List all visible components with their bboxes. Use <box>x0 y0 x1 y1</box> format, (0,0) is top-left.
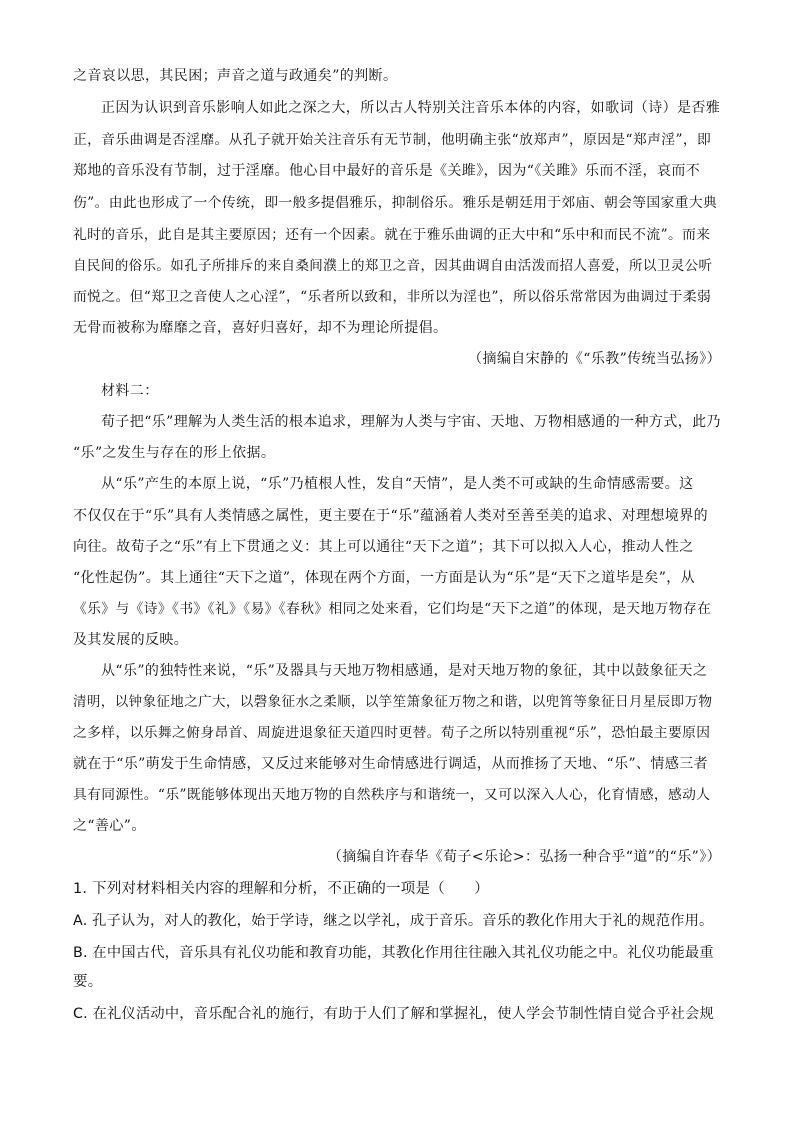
question-stem: 1. 下列对材料相关内容的理解和分析，不正确的一项是（ ） <box>73 881 489 897</box>
text-line: 清明，以钟象征地之广大，以磬象征水之柔顺，以竽笙箫象征万物之和谐，以兜筲等象征日月星辰即万物 <box>73 694 713 710</box>
text-line: 正，音乐曲调是否淫靡。从孔子就开始关注音乐有无节制，他明确主张“放郑声”，原因是“郑声淫”，即 <box>73 132 712 148</box>
text-line: 从“乐”的独特性来说，“乐”及器具与天地万物相感通，是对天地万物的象征，其中以鼓象征天之 <box>101 663 708 679</box>
option-a: A. 孔子认为，对人的教化，始于学诗，继之以学礼，成于音乐。音乐的教化作用大于礼的规范作用。 <box>73 913 714 929</box>
text-line: 礼时的音乐，此自是其主要原因；还有一个因素。就在于雅乐曲调的正大中和“乐中和而民不流”。而来 <box>73 227 711 243</box>
text-line: 而悦之。但“郑卫之音使人之心淫”，“乐者所以致和，非所以为淫也”，所以俗乐常常因为曲调过于柔弱 <box>73 289 712 305</box>
text-line: 不仅仅在于“乐”具有人类情感之属性，更主要在于“乐”蕴涵着人类对至善至美的追求、对理想境界的 <box>73 508 709 524</box>
text-line: 具有同源性。“乐”既能够体现出天地万物的自然秩序与和谐统一，又可以深入人心，化育情感，感动人 <box>73 787 711 803</box>
text-line: 伤”。由此也形成了一个传统，即一般多提倡雅乐，抑制俗乐。雅乐是朝廷用于郊庙、朝会等国家重大典 <box>73 195 718 211</box>
text-line: 《乐》与《诗》《书》《礼》《易》《春秋》相同之处来看，它们均是“天下之道”的体现，是天地万物存在 <box>73 601 712 617</box>
text-line: 之多样，以乐舞之俯身昂首、周旋进退象征天道四时更替。荀子之所以特别重视“乐”，恐怕最主要原因 <box>73 725 711 741</box>
source-citation: （摘编自宋静的《“乐教”传统当弘扬》） <box>468 351 721 367</box>
option-b-continued: 要。 <box>73 974 103 990</box>
text-line: 无骨而被称为靡靡之音，喜好归喜好，却不为理论所提倡。 <box>73 320 448 336</box>
text-line: 向往。故荀子之“乐”有上下贯通之义：其上可以通往“天下之道”；其下可以拟入人心，推动人性之 <box>73 539 694 555</box>
option-b: B. 在中国古代，音乐具有礼仪功能和教育功能，其教化作用往往融入其礼仪功能之中。礼仪功能最重 <box>73 945 714 961</box>
text-line: 从“乐”产生的本原上说，“乐”乃植根人性，发自“天情”，是人类不可或缺的生命情感需要。这 <box>101 476 694 492</box>
text-line: 之音哀以思，其民困；声音之道与政通矣”的判断。 <box>73 68 398 84</box>
text-line: 正因为认识到音乐影响人如此之深之大，所以古人特别关注音乐本体的内容，如歌词（诗）是否雅 <box>101 100 721 116</box>
option-c: C. 在礼仪活动中，音乐配合礼的施行，有助于人们了解和掌握礼，使人学会节制性情自觉合乎社会规 <box>73 1006 714 1022</box>
section-heading: 材料二： <box>101 383 159 399</box>
text-line: 自民间的俗乐。如孔子所排斥的来自桑间濮上的郑卫之音，因其曲调自由活泼而招人喜爱，所以卫灵公听 <box>73 258 713 274</box>
text-line: “乐”之发生与存在的形上依据。 <box>73 445 276 461</box>
text-line: 郑地的音乐没有节制，过于淫靡。他心目中最好的音乐是《关雎》，因为“《关雎》乐而不淫，哀而不 <box>73 163 701 179</box>
source-citation: （摘编自许春华《荀子<乐论>：弘扬一种合乎“道”的“乐”》） <box>327 849 721 865</box>
text-line: 及其发展的反映。 <box>73 632 189 648</box>
text-line: 就在于“乐”萌发于生命情感，又反过来能够对生命情感进行调适，从而推扬了天地、“乐”、情感三者 <box>73 756 709 772</box>
text-line: 荀子把“乐”理解为人类生活的根本追求，理解为人类与宇宙、天地、万物相感通的一种方式，此乃 <box>101 414 721 430</box>
text-line: “化性起伪”。其上通往“天下之道”，体现在两个方面，一方面是认为“乐”是“天下之道毕是矣”，从 <box>73 570 696 586</box>
text-line: 之“善心”。 <box>73 818 146 834</box>
